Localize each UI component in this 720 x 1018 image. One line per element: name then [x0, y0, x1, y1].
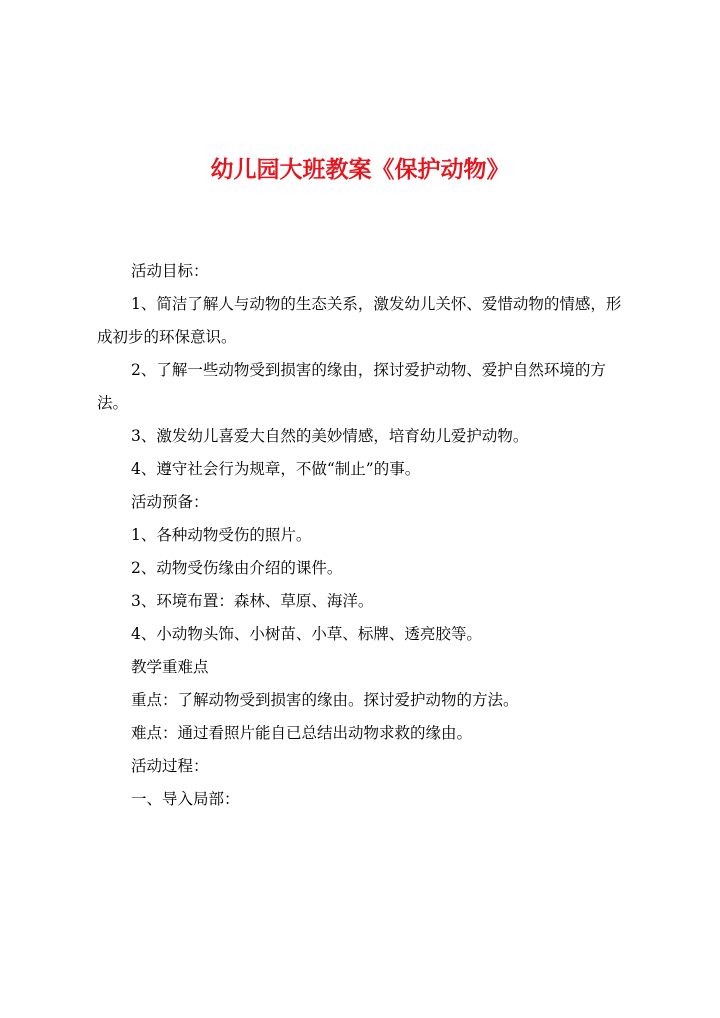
document-title: 幼儿园大班教案《保护动物》 — [210, 156, 510, 183]
section-heading-process: 活动过程： — [131, 757, 209, 775]
goal-item-2: 2、了解一些动物受到损害的缘由，探讨爱护动物、爱护自然环境的方法。 — [97, 361, 606, 412]
preparation-item-2: 2、动物受伤缘由介绍的课件。 — [131, 559, 343, 577]
goal-item-3: 3、激发幼儿喜爱大自然的美妙情感，培育幼儿爱护动物。 — [131, 427, 529, 445]
section-heading-preparation: 活动预备： — [131, 493, 209, 511]
key-point-focus: 重点：了解动物受到损害的缘由。探讨爱护动物的方法。 — [131, 691, 519, 709]
preparation-item-4: 4、小动物头饰、小树苗、小草、标牌、透亮胶等。 — [131, 625, 482, 643]
preparation-item-1: 1、各种动物受伤的照片。 — [131, 526, 312, 544]
goal-item-4: 4、遵守社会行为规章，不做“制止”的事。 — [131, 460, 421, 478]
key-point-difficulty: 难点：通过看照片能自已总结出动物求救的缘由。 — [131, 724, 473, 742]
process-step-1: 一、导入局部： — [131, 790, 240, 808]
document-body — [97, 255, 633, 816]
goal-item-1: 1、简洁了解人与动物的生态关系，激发幼儿关怀、爱惜动物的情感，形成初步的环保意识。 — [97, 295, 622, 346]
section-heading-goals: 活动目标： — [131, 262, 209, 280]
preparation-item-3: 3、环境布置：森林、草原、海洋。 — [131, 592, 374, 610]
section-heading-key-points: 教学重难点 — [131, 658, 209, 676]
